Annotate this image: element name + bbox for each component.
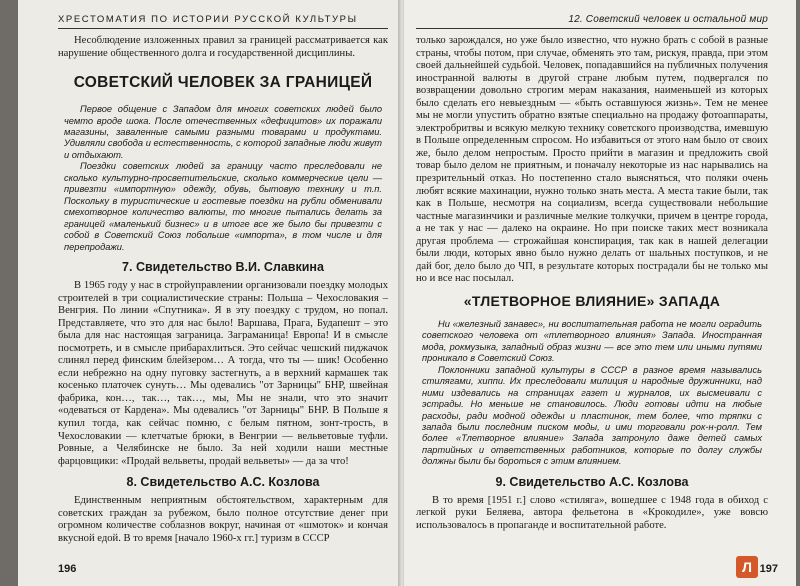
left-body-paragraph-1: В 1965 году у нас в стройуправлении организовали поездку молодых строителей в три социалистические страны: Польша – Чехословакия – Венгрия. По линии «Спутника». Я в эту поездку с трудом, но попал. Представляете, что это для нас было! Варшава, Прага, Будапешт – это была для нас настоящая заграница. Заграманица! Европа! И в смысле посмотреть, и в смысле прибарахлиться. Это сейчас чешский пиджачок слинял перед финским блейзером… А тогда, что ты — шик! Особенно если небрежно на одну пуговку застегнуть, а в верхний кармашек так косенько платочек сунуть… Мы одевались "от Зарницы" БНР, швейная фабрика, кон…, так…, так…, мы, Мы не знали, что это значит «одеваться от Кардена». Мы одевались "от Зарницы" БНР. В Польше я купил тогда, как сейчас помню, с белым пятном, зонт-трость, в Чехословакии — клетчатые брюки, в Венгрии — вельветовые туфли. Ровные, а Челябинске не было. За ней ходили наши местные фарцовщики: «Продай вельветы, продай вельветы» — да за что! <box>58 279 388 467</box>
right-body-paragraph-1: только зарождался, но уже было известно, что нужно брать с собой в разные страны, чтобы потом, при случае, обменять это там, рискуя, правда, при этом своей дальнейшей судьбой. Человек, попадавшийся на публичных получения иностранной валюты в другой стране любым путем, подвергался по возвращении довольно строгим мерам наказания, наименьшей из которых было сделать его невыездным — «быть оставшуюся жизнь». Тем не менее мы не могли упустить обратно взятые специально на продажу фотоаппараты, электробритвы и всякую мелкую технику советского производства, имевшую в Польше определенным спросом. Но избавиться от этого нам было от своих же, было делом непростым. Просто прийти в магазин и предложить свой товар было делом не приятным, и поначалу некоторые из нас нарывались на презрительный отказ. Но постепенно стало выясняться, что поляки очень любят всякие махинации, нужно только знать места. А места такие были, так как в Польше, несмотря на социализм, всегда существовали небольшие частные магазинчики и различные мелкие толкучки, причем в центре города, а не так у нас — далеко на окраине. Но при поиске таких мест возникала другая проблема — строжайшая конспирация, так как в нашей делегации были люди, которых явно было нужно делать от шальных поступков, и не дай бог, дело было до ЧП, в результате которых пострадали бы не только мы но и все нас посылал. <box>416 35 768 285</box>
left-page <box>18 0 400 586</box>
labirint-logo-badge: Л <box>736 556 758 578</box>
right-intro-paragraph-2: Поклонники западной культуры в СССР в разное время назывались стилягами, хиппи. Их преследовали милиция и народные дружинники, над ними издевались на страницах газет и журналов, их высмеивали с эстрады. Но меньше не становилось. Люди готовы идти на любые расходы, ради модной одежды и пластинок, тем более, что тряпки с запада были последним писком моды, и ими торговали рок-н-ролл. Тем более «Тлетворное влияние» Запада затронуло даже детей самых партийных и ответственных работников, которые по долгу службы должны были бы бороться с этим влиянием. <box>422 364 762 467</box>
left-subtitle-1: 7. Свидетельство В.И. Славкина <box>122 259 324 274</box>
left-body-paragraph-2: Единственным неприятным обстоятельством, характерным для советских граждан за рубежом, было полное отсутствие денег при огромном количестве соблазнов вокруг, начиная от «шмоток» и кончая вкусной едой. В то время [начало 1960-х гг.] туризм в СССР <box>58 495 388 544</box>
left-intro-paragraph-2: Поездки советских людей за границу часто преследовали не сколько культурно-просветительские, сколько коммерческие цели — привезти «импортную» одежду, обувь, бытовую технику и т.п. Поскольку в туристические и гостевые поездки на рубли обменивали смехотворное количество валюты, то многие пытались делать за границей «маленький бизнес» и в итоге все же было бы привезти с собой в Советский Союз побольше «импорта», в том числе и для перепродажи. <box>64 161 382 252</box>
left-page-number: 196 <box>58 563 77 575</box>
left-running-head: ХРЕСТОМАТИЯ ПО ИСТОРИИ РУССКОЙ КУЛЬТУРЫ <box>58 14 388 29</box>
right-page <box>404 0 796 586</box>
left-subtitle-2: 8. Свидетельство А.С. Козлова <box>126 475 320 490</box>
left-intro-paragraph-1: Первое общение с Западом для многих советских людей было чемто вроде шока. После отечественных «дефицитов» их поражали магазины, заваленные самыми разными товарами и продуктами. Удивляли свобода и естественность, с которой западные люди живут и отдыхают. <box>64 104 382 160</box>
right-intro <box>416 319 768 468</box>
left-intro <box>58 104 388 253</box>
left-section-title: СОВЕТСКИЙ ЧЕЛОВЕК ЗА ГРАНИЦЕЙ <box>73 74 373 92</box>
right-subtitle-1: 9. Свидетельство А.С. Козлова <box>495 474 689 489</box>
right-column <box>416 0 768 586</box>
left-column <box>58 0 388 586</box>
right-page-number: 197 <box>759 563 778 575</box>
right-body-paragraph-2: В то время [1951 г.] слово «стиляга», вошедшее с 1948 года в обиход с легкой руки Беляева, автора фельетона в «Крокодиле», уже вовсю использовалось в пропаганде и воспитательной работе. <box>416 494 768 531</box>
right-running-head: 12. Советский человек и остальной мир <box>416 14 768 29</box>
right-section-title: «ТЛЕТВОРНОЕ ВЛИЯНИЕ» ЗАПАДА <box>463 292 721 309</box>
right-intro-paragraph-1: Ни «железный занавес», ни воспитательная работа не могли оградить советского человека от «тлетворного влияния» Запада. Иностранная мода, рокмузыка, западный образ жизни — все это тем или иными путями проникало в Советский Союз. <box>422 318 762 364</box>
left-opening-paragraph: Несоблюдение изложенных правил за границей рассматривается как нарушение общественного долга и государственной дисциплины. <box>58 35 388 59</box>
